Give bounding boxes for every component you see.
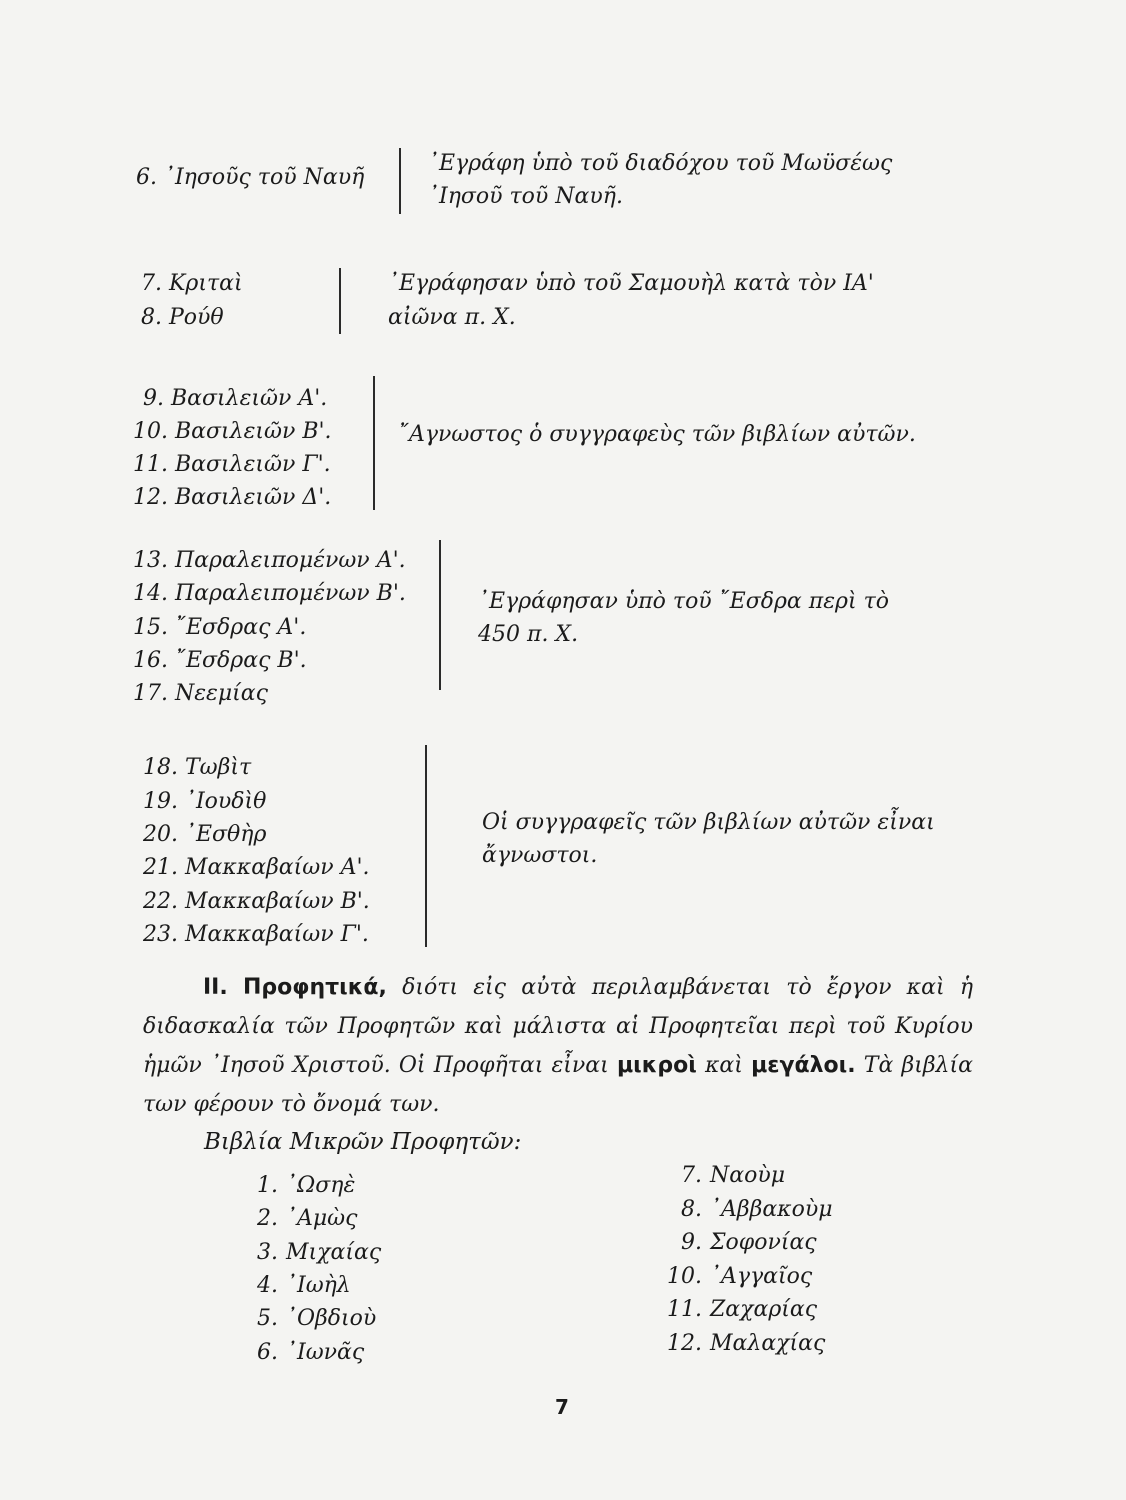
prophet-entry xyxy=(660,1160,785,1192)
group-note: ᾿Εγράφη ὑπὸ τοῦ διαδόχου τοῦ Μωϋσέως xyxy=(428,151,893,176)
brace xyxy=(339,268,341,334)
book-entry: 8. Ρούθ xyxy=(141,305,224,330)
section-numeral: ΙΙ. xyxy=(203,975,228,1000)
group-note: ἄγνωστοι. xyxy=(482,843,598,868)
book-entry: 7. Κριταὶ xyxy=(141,271,243,296)
brace xyxy=(425,745,427,947)
book-entry: 9. Βασιλειῶν Α'. xyxy=(143,386,328,411)
prophet-number: 9. xyxy=(681,1230,702,1255)
section-paragraph xyxy=(143,968,973,1124)
prophet-number: 2. xyxy=(257,1206,278,1231)
section-title: Προφητικά, xyxy=(242,975,387,1000)
prophet-name: Ναοὺμ xyxy=(710,1163,786,1188)
prophet-entry xyxy=(248,1270,351,1302)
book-entry: 17. Νεεμίας xyxy=(133,681,268,706)
book-entry: 18. Τωβὶτ xyxy=(143,755,252,780)
book-entry: 12. Βασιλειῶν Δ'. xyxy=(133,485,332,510)
prophet-entry xyxy=(248,1237,381,1269)
page-number: 7 xyxy=(555,1395,569,1419)
prophet-number: 6. xyxy=(257,1340,278,1365)
brace xyxy=(399,148,401,214)
minor-prophets-heading: Βιβλία Μικρῶν Προφητῶν: xyxy=(204,1129,522,1155)
prophet-entry xyxy=(248,1203,357,1235)
book-entry: 22. Μακκαβαίων Β'. xyxy=(143,889,370,914)
book-entry: 20. ᾿Εσθὴρ xyxy=(143,822,267,847)
prophet-entry xyxy=(660,1194,833,1226)
prophet-entry xyxy=(660,1227,817,1259)
bold-term: μικροὶ xyxy=(616,1053,697,1078)
prophet-entry xyxy=(248,1337,364,1369)
book-entry: 10. Βασιλειῶν Β'. xyxy=(133,419,332,444)
prophet-name: ᾿Αμὼς xyxy=(286,1206,358,1231)
group-note: ᾿Εγράφησαν ὑπὸ τοῦ ῎Εσδρα περὶ τὸ xyxy=(478,589,890,614)
prophet-number: 4. xyxy=(257,1273,278,1298)
group-note: ᾿Εγράφησαν ὑπὸ τοῦ Σαμουὴλ κατὰ τὸν ΙΑ' xyxy=(388,271,874,296)
prophet-entry xyxy=(660,1261,812,1293)
book-entry: 15. ῎Εσδρας Α'. xyxy=(133,615,307,640)
prophet-name: ᾿Αγγαῖος xyxy=(710,1264,813,1289)
book-entry: 16. ῎Εσδρας Β'. xyxy=(133,648,307,673)
bold-term: μεγάλοι. xyxy=(751,1053,856,1078)
book-entry: 21. Μακκαβαίων Α'. xyxy=(143,855,370,880)
book-entry: 23. Μακκαβαίων Γ'. xyxy=(143,922,369,947)
group-note: 450 π. Χ. xyxy=(478,622,579,647)
prophet-entry xyxy=(248,1170,355,1202)
book-entry: 14. Παραλειπομένων Β'. xyxy=(133,581,406,606)
section-text: Τὰ βιβλία των φέρουν τὸ ὄνομά των. xyxy=(143,1053,973,1117)
prophet-number: 11. xyxy=(667,1297,702,1322)
group-note: ᾿Ιησοῦ τοῦ Ναυῆ. xyxy=(428,184,623,209)
section-text: διότι εἰς αὐτὰ περιλαμβάνεται τὸ ἔργον καὶ ἡ διδασκαλία τῶν Προφητῶν καὶ μάλιστα αἱ Προφητεῖαι περὶ τοῦ Κυρίου ἡμῶν ᾿Ιησοῦ Χριστοῦ. Οἱ Προφῆται εἶναι xyxy=(143,975,974,1078)
prophet-name: Ζαχαρίας xyxy=(710,1297,818,1322)
prophet-name: ᾿Αββακοὺμ xyxy=(710,1197,833,1222)
prophet-name: Μιχαίας xyxy=(286,1240,382,1265)
prophet-number: 10. xyxy=(667,1264,702,1289)
prophet-name: Σοφονίας xyxy=(710,1230,817,1255)
book-entry: 6. ᾿Ιησοῦς τοῦ Ναυῆ xyxy=(136,165,365,190)
prophet-name: ᾿Ιωνᾶς xyxy=(286,1340,365,1365)
prophet-name: Μαλαχίας xyxy=(710,1331,826,1356)
brace xyxy=(373,376,375,510)
prophet-number: 8. xyxy=(681,1197,702,1222)
prophet-name: ᾿Ιωὴλ xyxy=(286,1273,351,1298)
prophet-entry xyxy=(660,1294,817,1326)
prophet-name: ᾿Ωσηὲ xyxy=(286,1173,356,1198)
group-note: αἰῶνα π. Χ. xyxy=(388,305,516,330)
brace xyxy=(439,540,441,690)
group-note: ῎Αγνωστος ὁ συγγραφεὺς τῶν βιβλίων αὐτῶν. xyxy=(398,422,916,447)
prophet-number: 7. xyxy=(681,1163,702,1188)
prophet-name: ᾿Οβδιοὺ xyxy=(286,1306,377,1331)
section-text: καὶ xyxy=(696,1053,752,1078)
prophet-number: 12. xyxy=(667,1331,702,1356)
book-entry: 19. ᾿Ιουδὶθ xyxy=(143,789,267,814)
prophet-number: 1. xyxy=(257,1173,278,1198)
book-entry: 11. Βασιλειῶν Γ'. xyxy=(133,452,331,477)
prophet-entry xyxy=(248,1303,376,1335)
book-entry: 13. Παραλειπομένων Α'. xyxy=(133,548,406,573)
group-note: Οἱ συγγραφεῖς τῶν βιβλίων αὐτῶν εἶναι xyxy=(482,810,935,835)
prophet-number: 5. xyxy=(257,1306,278,1331)
prophet-entry xyxy=(660,1328,825,1360)
prophet-number: 3. xyxy=(257,1240,278,1265)
